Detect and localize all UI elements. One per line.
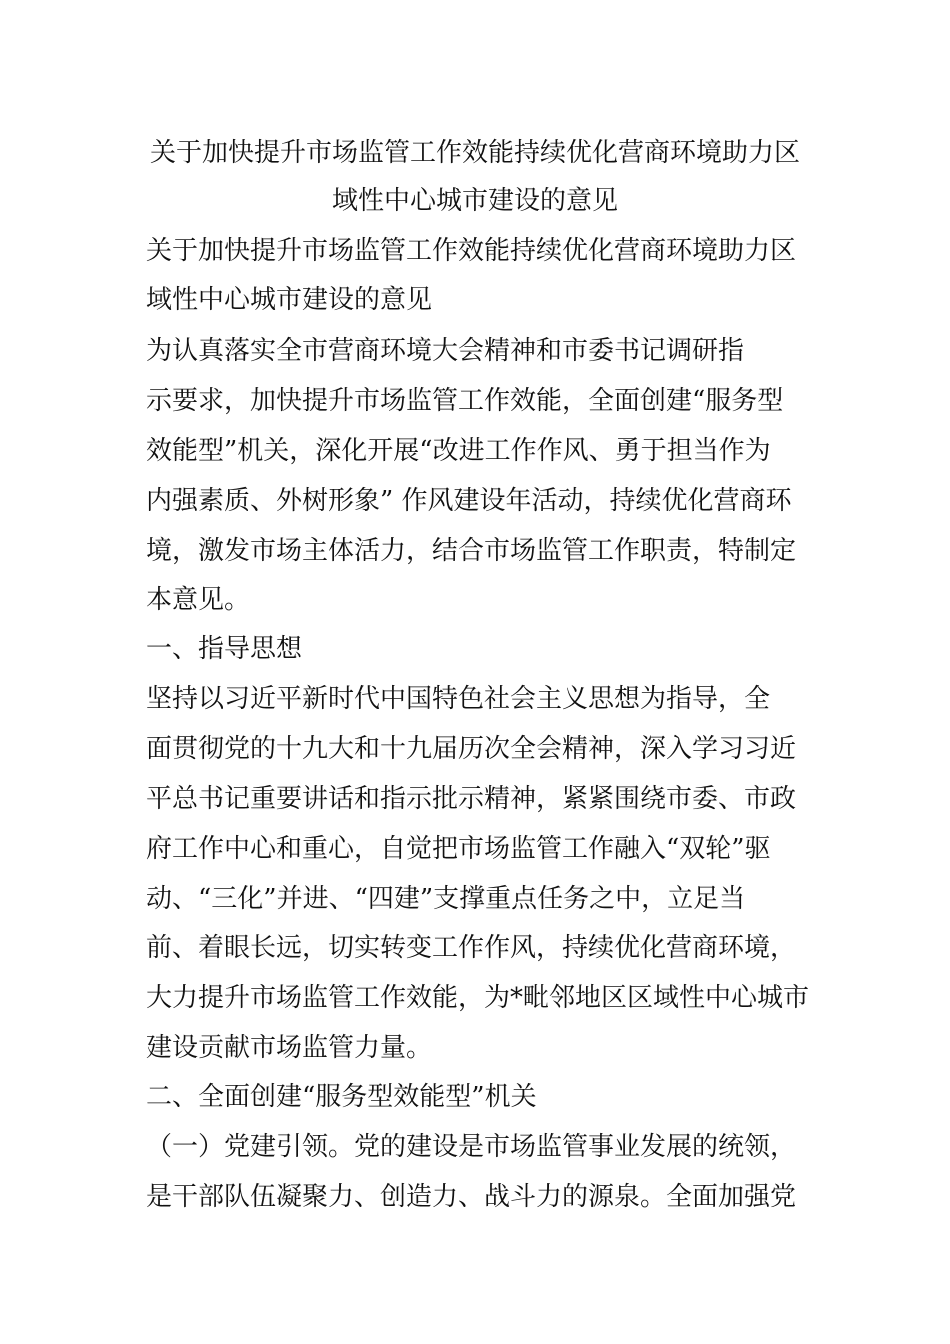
body-line: 面贯彻党的十九大和十九届历次全会精神，深入学习习近 xyxy=(146,734,797,764)
section-heading: 一、指导思想 xyxy=(146,634,303,664)
body-line: 建设贡献市场监管力量。 xyxy=(146,1033,433,1063)
body-line: 平总书记重要讲话和指示批示精神，紧紧围绕市委、市政 xyxy=(146,784,797,814)
body-line: 为认真落实全市营商环境大会精神和市委书记调研指 xyxy=(146,336,745,366)
body-line: 大力提升市场监管工作效能，为*毗邻地区区域性中心城市 xyxy=(146,983,810,1013)
body-line: 前、着眼长远，切实转变工作作风，持续优化营商环境， xyxy=(146,933,797,963)
document-title-line-1: 关于加快提升市场监管工作效能持续优化营商环境助力区 xyxy=(149,138,800,168)
section-heading: 二、全面创建“服务型效能型”机关 xyxy=(146,1082,537,1112)
body-line: 坚持以习近平新时代中国特色社会主义思想为指导，全 xyxy=(146,684,771,714)
body-line: 是干部队伍凝聚力、创造力、战斗力的源泉。全面加强党 xyxy=(146,1182,797,1212)
body-line: 本意见。 xyxy=(146,585,251,615)
body-line: 境，激发市场主体活力，结合市场监管工作职责，特制定 xyxy=(146,536,797,566)
body-line: 关于加快提升市场监管工作效能持续优化营商环境助力区 xyxy=(146,236,797,266)
body-line: 动、“三化”并进、“四建”支撑重点任务之中，立足当 xyxy=(146,884,746,914)
body-line: 府工作中心和重心，自觉把市场监管工作融入“双轮”驱 xyxy=(146,834,771,864)
body-line: （一）党建引领。党的建设是市场监管事业发展的统领， xyxy=(146,1132,797,1162)
body-line: 效能型”机关，深化开展“改进工作作风、勇于担当作为 xyxy=(146,436,771,466)
body-line: 内强素质、外树形象” 作风建设年活动，持续优化营商环 xyxy=(146,486,792,516)
body-line: 示要求，加快提升市场监管工作效能，全面创建“服务型 xyxy=(146,386,784,416)
document-title-line-2: 域性中心城市建设的意见 xyxy=(331,186,618,216)
body-line: 域性中心城市建设的意见 xyxy=(146,285,433,315)
